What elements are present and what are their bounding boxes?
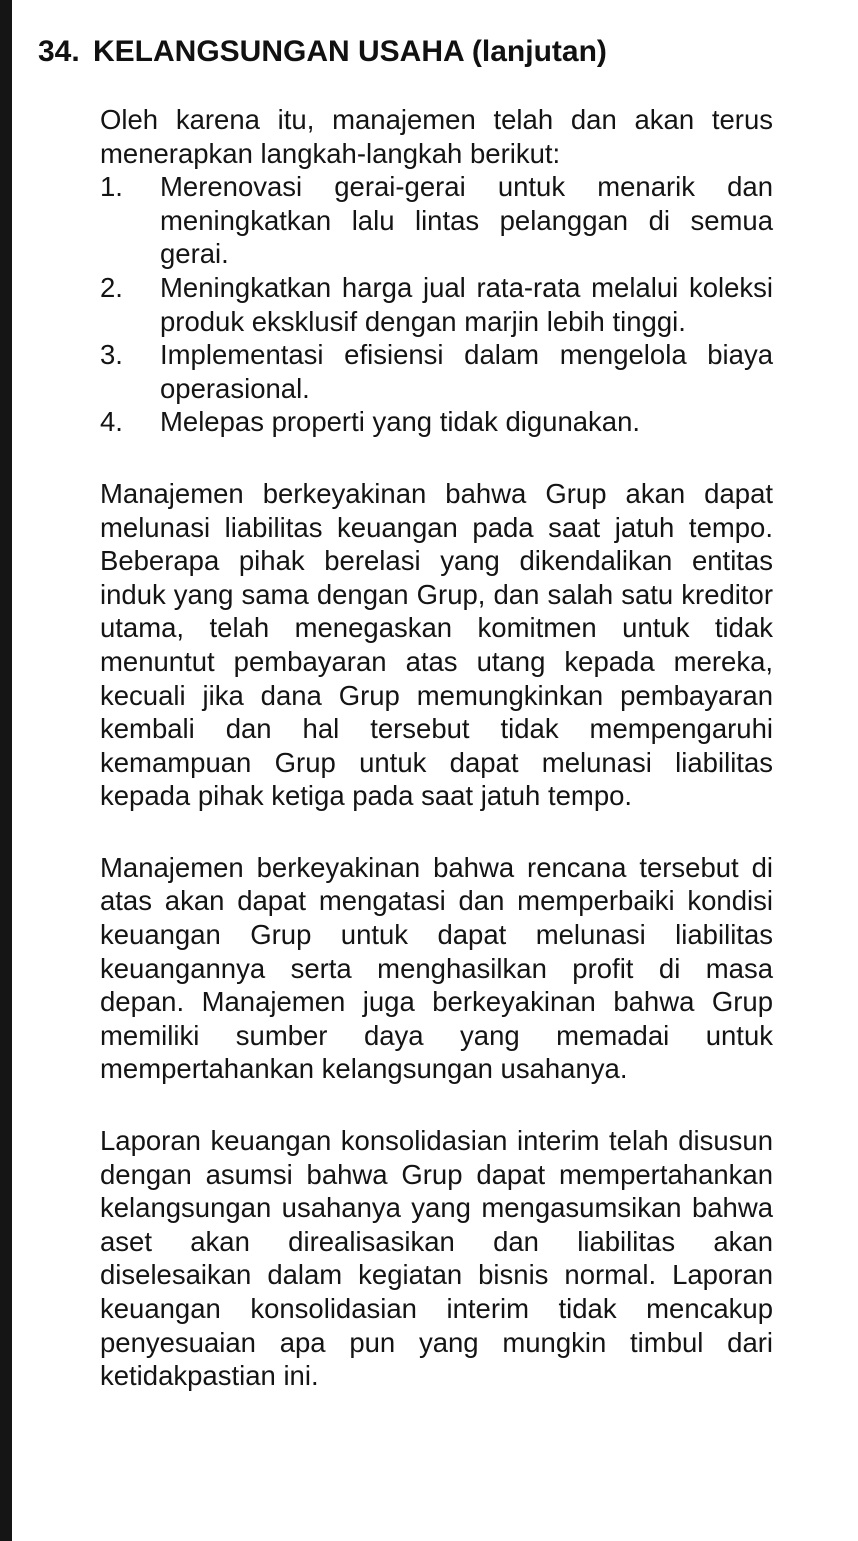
paragraph-going-concern-assumption: Laporan keuangan konsolidasian interim telah disusun dengan asumsi bahwa Grup dapat mempertahankan kelangsungan usahanya yang mengasumsikan bahwa aset akan direalisasikan dan liabilitas akan diselesaikan dalam kegiatan bisnis normal. Laporan keuangan konsolidasian interim tidak mencakup penyesuaian apa pun yang mungkin timbul dari ketidakpastian ini.	[100, 1125, 773, 1392]
section-title: KELANGSUNGAN USAHA (lanjutan)	[93, 35, 607, 68]
list-item-text: Implementasi efisiensi dalam mengelola biaya operasional.	[160, 339, 773, 404]
list-item	[100, 338, 773, 405]
paragraph-debt-commitment: Manajemen berkeyakinan bahwa Grup akan dapat melunasi liabilitas keuangan pada saat jatuh tempo. Beberapa pihak berelasi yang dikendalikan entitas induk yang sama dengan Grup, dan salah satu kreditor utama, telah menegaskan komitmen untuk tidak menuntut pembayaran atas utang kepada mereka, kecuali jika dana Grup memungkinkan pembayaran kembali dan hal tersebut tidak mempengaruhi kemampuan Grup untuk dapat melunasi liabilitas kepada pihak ketiga pada saat jatuh tempo.	[100, 477, 773, 812]
scan-edge-bar	[0, 0, 12, 1541]
list-item-text: Meningkatkan harga jual rata-rata melalui koleksi produk eksklusif dengan marjin lebih tinggi.	[160, 271, 773, 337]
list-item	[100, 271, 773, 338]
list-item-number: 3.	[100, 339, 123, 371]
intro-paragraph: Oleh karena itu, manajemen telah dan akan terus menerapkan langkah-langkah berikut:	[100, 104, 773, 169]
list-item	[100, 405, 773, 439]
list-item-text: Merenovasi gerai-gerai untuk menarik dan meningkatkan lalu lintas pelanggan di semua gerai.	[160, 171, 773, 270]
list-item-text: Melepas properti yang tidak digunakan.	[160, 406, 641, 438]
list-item-number: 2.	[100, 271, 123, 303]
note-content	[38, 34, 773, 1393]
section-number: 34.	[38, 35, 80, 68]
management-steps-list	[100, 170, 773, 439]
list-item-number: 1.	[100, 171, 123, 203]
section-heading	[38, 34, 773, 70]
list-item-number: 4.	[100, 406, 123, 438]
list-item	[100, 170, 773, 271]
paragraph-management-belief: Manajemen berkeyakinan bahwa rencana tersebut di atas akan dapat mengatasi dan memperbaiki kondisi keuangan Grup untuk dapat melunasi liabilitas keuangannya serta menghasilkan profit di masa depan. Manajemen juga berkeyakinan bahwa Grup memiliki sumber daya yang memadai untuk mempertahankan kelangsungan usahanya.	[100, 851, 773, 1085]
